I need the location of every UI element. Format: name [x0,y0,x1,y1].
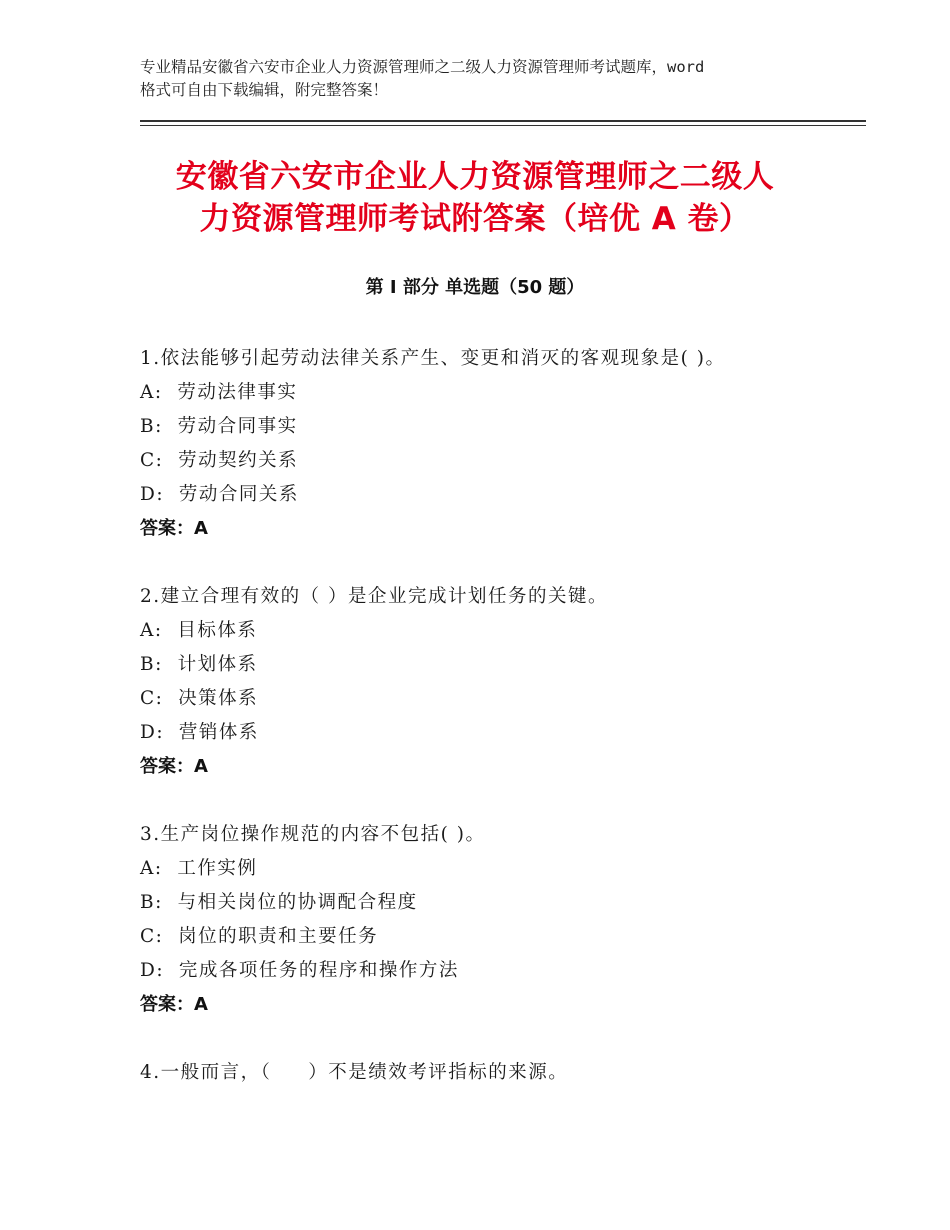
option-c: C: 决策体系 [140,688,259,709]
option-a: A: 目标体系 [140,620,258,641]
option-c: C: 劳动契约关系 [140,450,299,471]
question-3 [140,818,860,1022]
question-stem: 1.依法能够引起劳动法律关系产生、变更和消灭的客观现象是( )。 [140,348,726,369]
option-b: B: 计划体系 [140,654,258,675]
header-note-line-1: 专业精品安徽省六安市企业人力资源管理师之二级人力资源管理师考试题库，word [140,58,705,76]
answer: 答案：A [140,994,208,1015]
header-note [140,56,840,102]
option-a: A: 工作实例 [140,858,258,879]
option-d: D: 劳动合同关系 [140,484,299,505]
question-stem: 2.建立合理有效的（ ）是企业完成计划任务的关键。 [140,586,609,607]
question-2 [140,580,860,784]
question-stem: 4.一般而言，（ ）不是绩效考评指标的来源。 [140,1062,569,1083]
option-d: D: 营销体系 [140,722,259,743]
question-list [140,342,860,1124]
question-4 [140,1056,860,1090]
header-divider-thick [140,120,866,122]
answer: 答案：A [140,756,208,777]
option-a: A: 劳动法律事实 [140,382,298,403]
question-1 [140,342,860,546]
document-title [120,156,830,240]
document-title-line-1: 安徽省六安市企业人力资源管理师之二级人 [175,159,775,195]
option-d: D: 完成各项任务的程序和操作方法 [140,960,459,981]
document-title-line-2: 力资源管理师考试附答案（培优 A 卷） [199,201,751,237]
option-b: B: 劳动合同事实 [140,416,298,437]
option-c: C: 岗位的职责和主要任务 [140,926,379,947]
option-b: B: 与相关岗位的协调配合程度 [140,892,418,913]
answer: 答案：A [140,518,208,539]
header-note-line-2: 格式可自由下载编辑，附完整答案！ [140,81,389,99]
header-divider-thin [140,125,866,126]
question-stem: 3.生产岗位操作规范的内容不包括( )。 [140,824,486,845]
section-title: 第 I 部分 单选题（50 题） [365,277,585,298]
